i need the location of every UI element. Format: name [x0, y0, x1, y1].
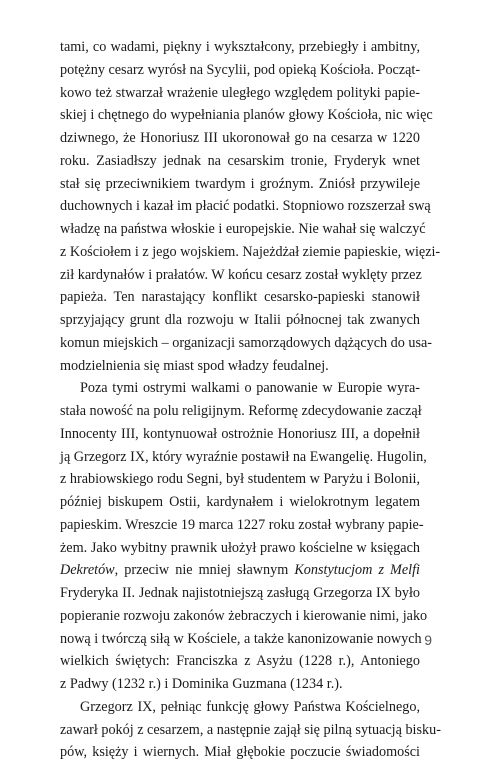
text-line: wielkich świętych: Franciszka z Asyżu (1228 r.), Antoniego	[60, 653, 420, 670]
text-line: pów, księży i wiernych. Miał głębokie poczucie świadomości	[60, 744, 420, 761]
page-body	[60, 36, 441, 764]
paragraph-3	[60, 696, 441, 764]
text-line: Innocenty III, kontynuował ostrożnie Honoriusz III, a dopełnił	[60, 425, 420, 442]
paragraph-1	[60, 36, 441, 377]
text-line: ją Grzegorz IX, który wyraźnie postawił na Ewangelię. Hugolin,	[60, 448, 427, 465]
text-line: sprzyjający grunt dla rozwoju w Italii północnej tak zwanych	[60, 312, 420, 328]
text-line: papieża. Ten narastający konflikt cesarsko-papieski stanowił	[60, 289, 420, 306]
text-line: później biskupem Ostii, kardynałem i wielokrotnym legatem	[60, 494, 420, 510]
text-line: potężny cesarz wyrósł na Sycylii, pod opieką Kościoła. Począt-	[60, 61, 421, 78]
text-line: stała nowość na polu religijnym. Reformę zdecydowanie zaczął	[60, 403, 422, 419]
text-line: kowo też stwarzał wrażenie uległego względem polityki papie-	[60, 84, 420, 101]
text-line: modzielnienia się miast spod władzy feudalnej.	[60, 357, 329, 374]
text-line: Fryderyka II. Jednak najistotniejszą zasługą Grzegorza IX było	[60, 585, 420, 601]
text-line: popieranie rozwoju zakonów żebraczych i kierowanie nimi, jako	[60, 607, 428, 624]
text-line: nową i twórczą siłą w Kościele, a także kanonizowanie nowych	[60, 630, 422, 647]
text-line-mixed	[60, 559, 420, 582]
book-title-dekretow: Dekretów	[60, 562, 115, 579]
text-line: żem. Jako wybitny prawnik ułożył prawo kościelne w księgach	[60, 539, 420, 556]
text-line: komun miejskich – organizacji samorządowych dążących do usa-	[60, 334, 433, 351]
text-line: Grzegorz IX, pełniąc funkcję głowy Państwa Kościelnego,	[80, 698, 420, 715]
book-title-konstytucje: Konstytucjom z Melfi	[294, 562, 420, 579]
text-line: stał się przeciwnikiem twardym i groźnym. Zniósł przywileje	[60, 175, 420, 192]
text-line: władzę na państwa włoskie i europejskie. Nie wahał się walczyć	[60, 221, 426, 237]
text-line: z Padwy (1232 r.) i Dominika Guzmana (1234 r.).	[60, 676, 343, 692]
paragraph-2	[60, 377, 428, 696]
text-line: papieskim. Wreszcie 19 marca 1227 roku został wybrany papie-	[60, 516, 424, 533]
text-line: z hrabiowskiego rodu Segni, był studentem w Paryżu i Bolonii,	[60, 471, 420, 488]
text-line: Poza tymi ostrymi walkami o panowanie w Europie wyra-	[80, 380, 420, 397]
text-line: duchownych i kazał im płacić podatki. Stopniowo rozszerzał swą	[60, 198, 431, 215]
text-line: ził kardynałów i prałatów. W końcu cesarz został wyklęty przez	[60, 266, 422, 283]
text-line: roku. Zasiadłszy jednak na cesarskim tronie, Fryderyk wnet	[60, 152, 420, 169]
text-line: zawarł pokój z cesarzem, a następnie zajął się pilną sytuacją bisku-	[60, 721, 441, 738]
text-line: tami, co wadami, piękny i wykształcony, przebiegły i ambitny,	[60, 39, 420, 55]
text-line: skiej i chętnego do wypełniania planów głowy Kościoła, nic więc	[60, 107, 433, 124]
text-line: dziwnego, że Honoriusz III ukoronował go na cesarza w 1220	[60, 130, 420, 146]
text-span: , przeciw nie mniej sławnym	[114, 562, 295, 579]
text-line: z Kościołem i z jego wojskiem. Najeżdżał ziemie papieskie, więzi-	[60, 243, 441, 260]
page-number: 9	[424, 632, 432, 648]
